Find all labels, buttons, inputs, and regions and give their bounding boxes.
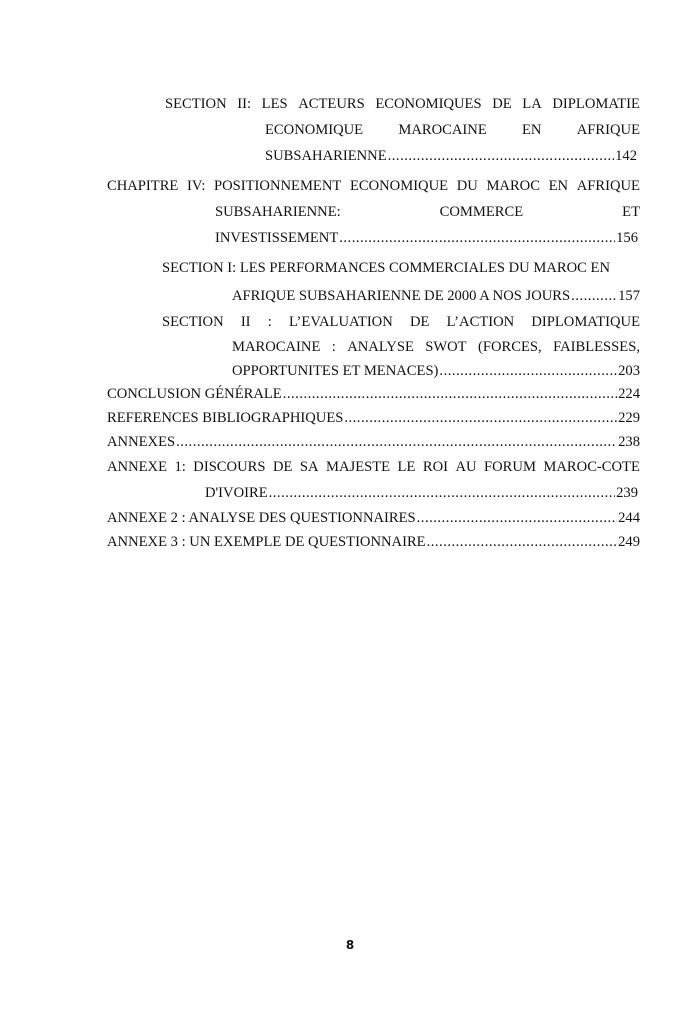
toc-entry-section2-line1[interactable] (165, 95, 640, 113)
toc-word: EN (548, 178, 569, 194)
dot-leader (427, 533, 618, 551)
toc-word: LA (522, 96, 542, 112)
toc-word: CHAPITRE (107, 178, 179, 194)
toc-word: LE (397, 459, 416, 475)
toc-word: DISCOURS (193, 459, 266, 475)
toc-word: L’EVALUATION (288, 314, 393, 330)
toc-word: DE (272, 459, 293, 475)
toc-word: DE (409, 314, 430, 330)
toc-word: MAROC-COTE (543, 459, 640, 475)
toc-word: ANALYSE (347, 339, 414, 355)
toc-word: DU (456, 178, 478, 194)
toc-word: DIPLOMATIQUE (531, 314, 640, 330)
toc-entry-text: ANNEXE 2 : ANALYSE DES QUESTIONNAIRES (107, 510, 416, 526)
toc-word: POSITIONNEMENT (214, 178, 342, 194)
toc-word: SUBSAHARIENNE: (215, 204, 341, 220)
toc-entry-text: CONCLUSION GÉNÉRALE (107, 386, 282, 402)
toc-word: ECONOMIQUE (349, 178, 449, 194)
toc-entry-text: SUBSAHARIENNE (265, 148, 387, 164)
toc-word: ET (622, 204, 640, 220)
toc-word: MAROC (486, 178, 540, 194)
toc-word: (FORCES, (478, 339, 542, 355)
toc-entry-section2-line2[interactable] (265, 121, 640, 139)
dot-leader (417, 509, 617, 527)
toc-word: ECONOMIQUES (375, 96, 482, 112)
dot-leader (269, 484, 615, 502)
toc-word: MAROCAINE (398, 122, 487, 138)
toc-word: SECTION (165, 96, 227, 112)
toc-word: SWOT (425, 339, 467, 355)
toc-word: II: (237, 96, 252, 112)
toc-entry-text: INVESTISSEMENT (215, 230, 339, 246)
toc-page-number: 203 (618, 363, 640, 379)
dot-leader (339, 229, 615, 247)
toc-word: SA (299, 459, 319, 475)
toc-entry-chapter4-line1[interactable] (107, 177, 640, 195)
toc-word: ACTEURS (298, 96, 365, 112)
toc-entry-section1-line1[interactable] (162, 259, 610, 277)
toc-page-number: 157 (618, 288, 640, 304)
toc-word: L’ACTION (446, 314, 515, 330)
toc-entry-annexes[interactable] (107, 433, 640, 451)
toc-word: COMMERCE (439, 204, 524, 220)
toc-entry-text: ANNEXES (107, 434, 176, 450)
toc-entry-chapter4-line2[interactable] (215, 203, 640, 221)
toc-page-number: 249 (618, 534, 640, 550)
toc-page-number: 239 (616, 485, 638, 501)
toc-page-number: 238 (618, 434, 640, 450)
toc-page-number: 244 (618, 510, 640, 526)
toc-word: : (267, 314, 272, 330)
toc-entry-annexe3[interactable] (107, 533, 640, 551)
toc-word: DIPLOMATIE (552, 96, 640, 112)
toc-entry-annexe1-line1[interactable] (107, 458, 640, 476)
toc-word: AFRIQUE (576, 122, 640, 138)
toc-entry-text: ANNEXE 3 : UN EXEMPLE DE QUESTIONNAIRE (107, 534, 426, 550)
toc-word: LES (261, 96, 288, 112)
toc-word: FORUM (484, 459, 536, 475)
toc-page-number: 229 (618, 410, 640, 426)
toc-entry-section2-ch4-line2[interactable] (232, 338, 640, 356)
dot-leader (283, 385, 617, 403)
toc-word: MAJESTE (326, 459, 391, 475)
dot-leader (439, 362, 617, 380)
toc-entry-text: AFRIQUE SUBSAHARIENNE DE 2000 A NOS JOURS (232, 288, 571, 304)
toc-word: FAIBLESSES, (553, 339, 640, 355)
toc-entry-chapter4-line3[interactable] (215, 229, 638, 247)
toc-entry-text: D'IVOIRE (205, 485, 268, 501)
toc-word: 1: (174, 459, 186, 475)
toc-word: DE (492, 96, 512, 112)
toc-entry-references[interactable] (107, 409, 640, 427)
toc-entry-text: REFERENCES BIBLIOGRAPHIQUES (107, 410, 344, 426)
toc-entry-annexe1-line2[interactable] (205, 484, 638, 502)
toc-word: ANNEXE (107, 459, 167, 475)
toc-word: IV: (187, 178, 206, 194)
toc-entry-section2-line3[interactable] (265, 147, 637, 165)
toc-word: AU (455, 459, 477, 475)
toc-word: ECONOMIQUE (265, 122, 364, 138)
toc-entry-section2-ch4-line1[interactable] (162, 313, 640, 331)
dot-leader (571, 287, 617, 305)
toc-word: ROI (422, 459, 448, 475)
toc-word: MAROCAINE (232, 339, 321, 355)
toc-word: AFRIQUE (576, 178, 640, 194)
toc-entry-section2-ch4-line3[interactable] (232, 362, 640, 380)
toc-word: EN (522, 122, 542, 138)
toc-word: : (331, 339, 336, 355)
dot-leader (344, 409, 617, 427)
dot-leader (176, 433, 617, 451)
dot-leader (388, 147, 614, 165)
toc-entry-text: OPPORTUNITES ET MENACES) (232, 363, 439, 379)
toc-page-number: 142 (615, 148, 637, 164)
toc-page-number: 224 (618, 386, 640, 402)
toc-word: II (240, 314, 251, 330)
toc-entry-text: SECTION I: LES PERFORMANCES COMMERCIALES DU MAROC EN (162, 260, 610, 276)
toc-entry-annexe2[interactable] (107, 509, 640, 527)
toc-entry-conclusion[interactable] (107, 385, 640, 403)
toc-entry-section1-line2[interactable] (232, 287, 640, 305)
toc-page-number: 156 (616, 230, 638, 246)
toc-word: SECTION (162, 314, 224, 330)
page-number: 8 (345, 938, 355, 952)
